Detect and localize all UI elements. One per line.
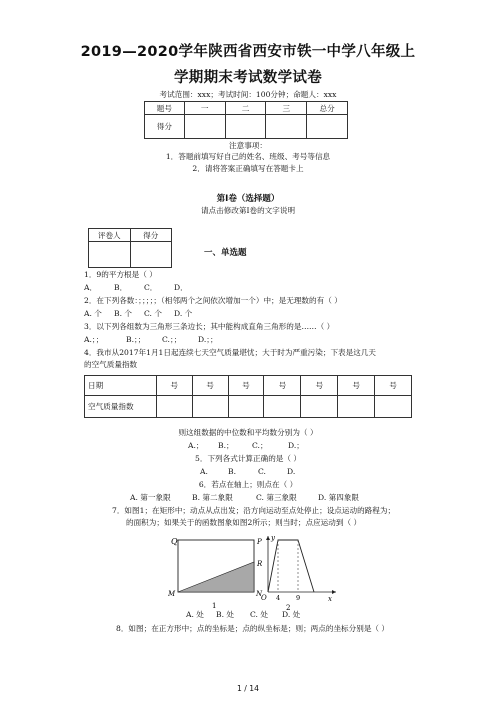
q6-option-b[interactable]: B. 第二象限 — [192, 493, 233, 502]
q3-option-c[interactable]: C.；； — [162, 335, 182, 344]
table-row-label: 空气质量指数 — [85, 396, 157, 418]
question-1: 1．9的平方根是（ ） — [84, 270, 157, 279]
q2-option-a[interactable]: A. 个 — [84, 309, 102, 318]
section-title: 第I卷（选择题） — [216, 194, 280, 204]
q7-option-a[interactable]: A. 处 — [186, 610, 204, 619]
score-header-cell: 二 — [225, 102, 266, 115]
question-4-line2: 的空气质量指数 — [84, 360, 138, 369]
table-cell — [228, 396, 264, 418]
score-cell[interactable] — [225, 115, 266, 139]
x-axis-arrow — [332, 590, 336, 594]
fig2-tick-4: 4 — [276, 594, 281, 602]
score-cell[interactable] — [184, 115, 225, 139]
q4-option-a[interactable]: A.； — [188, 441, 204, 450]
score-cell[interactable] — [307, 115, 348, 139]
table-cell — [192, 396, 228, 418]
question-2: 2．在下列各数：；；；；；（相邻两个之间依次增加一个）中；是无理数的有（ ） — [84, 296, 342, 305]
q7-option-c[interactable]: C. 处 — [250, 610, 268, 619]
exam-meta: 考试范围：xxx；考试时间：100分钟；命题人：xxx — [159, 90, 337, 99]
table-cell — [375, 396, 412, 418]
question-5: 5．下列各式计算正确的是（ ） — [195, 454, 301, 463]
function-graph-line — [268, 540, 314, 592]
score-cell[interactable] — [266, 115, 307, 139]
q6-option-a[interactable]: A. 第一象限 — [130, 493, 171, 502]
page-title-line2: 学期期末考试数学试卷 — [174, 70, 322, 86]
score-header-cell: 三 — [266, 102, 307, 115]
grader-header: 评卷人 — [89, 229, 131, 242]
q7-option-b[interactable]: B. 处 — [216, 610, 235, 619]
table-cell: 号 — [192, 376, 228, 396]
figure-2-function-graph — [258, 532, 338, 612]
q6-option-c[interactable]: C. 第三象限 — [256, 493, 297, 502]
table-cell: 号 — [264, 376, 301, 396]
note-item: 2．请将答案正确填写在答题卡上 — [192, 164, 304, 173]
q4-option-c[interactable]: C.； — [252, 441, 268, 450]
y-axis-arrow — [266, 536, 270, 540]
table-cell: 号 — [301, 376, 338, 396]
table-cell — [156, 396, 192, 418]
fig2-origin: O — [261, 594, 267, 602]
fig1-label-m: M — [168, 590, 176, 598]
score-table — [144, 101, 348, 139]
q1-option-d[interactable]: D． — [174, 283, 188, 292]
q6-option-d[interactable]: D. 第四象限 — [318, 493, 360, 502]
part-title: 一、单选题 — [204, 248, 247, 258]
q5-option-b[interactable]: B. — [228, 467, 236, 476]
question-7: 7．如图1；在矩形中；动点从点出发；沿方向运动至点处停止；设点运动的路程为； — [112, 506, 396, 515]
question-4: 4．我市从2017年1月1日起连续七天空气质量堪忧；大于时为严重污染；下表是这几天 — [84, 348, 377, 357]
q4-followup: 则这组数据的中位数和平均数分别为（ ） — [178, 428, 318, 437]
score-header-cell: 一 — [184, 102, 225, 115]
fig1-label-q: Q — [171, 537, 178, 546]
grader-header: 得分 — [130, 229, 172, 242]
note-item: 1．答题前填写好自己的姓名、班级、考号等信息 — [165, 152, 331, 161]
grader-table — [88, 228, 172, 268]
table-cell: 号 — [156, 376, 192, 396]
fig2-axis-y: y — [271, 534, 275, 542]
question-8: 8．如图；在正方形中；点的坐标是；点的纵坐标是；则；两点的坐标分别是（ ） — [116, 624, 390, 633]
fig1-label-n: N — [256, 590, 263, 598]
q5-option-d[interactable]: D. — [287, 467, 296, 476]
fig1-label-p: P — [257, 538, 262, 546]
fig2-caption: 2 — [286, 604, 291, 612]
question-3: 3．以下列各组数为三角形三条边长；其中能构成直角三角形的是……（ ） — [84, 322, 335, 331]
page-title: 2019—2020学年陕西省西安市铁一中学八年级上 — [80, 44, 416, 60]
q3-option-b[interactable]: B.；； — [126, 335, 146, 344]
table-cell: 号 — [338, 376, 375, 396]
score-row-label: 得分 — [145, 115, 185, 139]
table-cell — [338, 396, 375, 418]
fig1-label-r: R — [257, 560, 263, 568]
q2-option-c[interactable]: C. 个 — [144, 309, 162, 318]
section-subtitle: 请点击修改第I卷的文字说明 — [200, 206, 296, 215]
air-quality-table — [84, 375, 412, 418]
q1-option-b[interactable]: B． — [114, 283, 128, 292]
table-cell: 号 — [375, 376, 412, 396]
table-cell: 号 — [228, 376, 264, 396]
q3-option-d[interactable]: D.；； — [198, 335, 218, 344]
q1-option-a[interactable]: A． — [84, 283, 98, 292]
q5-option-c[interactable]: C. — [258, 467, 266, 476]
grader-cell[interactable] — [89, 242, 131, 268]
fig2-axis-x: x — [328, 595, 332, 603]
q7-option-d[interactable]: D. 处 — [282, 610, 301, 619]
table-row-label: 日期 — [85, 376, 157, 396]
figure-1-rectangle — [168, 532, 264, 612]
score-header-cell: 总分 — [307, 102, 348, 115]
fig1-caption: 1 — [212, 602, 217, 610]
question-6: 6．若点在轴上；则点在（ ） — [198, 480, 298, 489]
question-7-line2: 的面积为；如果关于的函数图象如图2所示；则当时；点应运动到（ ） — [126, 518, 362, 527]
q2-option-d[interactable]: D. 个 — [174, 309, 193, 318]
table-cell — [264, 396, 301, 418]
q4-option-b[interactable]: B.； — [218, 441, 234, 450]
page-number: 1 / 14 — [237, 684, 259, 693]
notes-heading: 注意事项： — [229, 141, 267, 150]
q1-option-c[interactable]: C． — [144, 283, 158, 292]
q2-option-b[interactable]: B. 个 — [114, 309, 133, 318]
q5-option-a[interactable]: A. — [200, 467, 208, 476]
grader-cell[interactable] — [130, 242, 172, 268]
q3-option-a[interactable]: A.；； — [84, 335, 104, 344]
shaded-triangle — [178, 562, 254, 592]
fig2-tick-9: 9 — [296, 594, 301, 602]
table-cell — [301, 396, 338, 418]
score-header-cell: 题号 — [145, 102, 185, 115]
q4-option-d[interactable]: D.； — [288, 441, 304, 450]
